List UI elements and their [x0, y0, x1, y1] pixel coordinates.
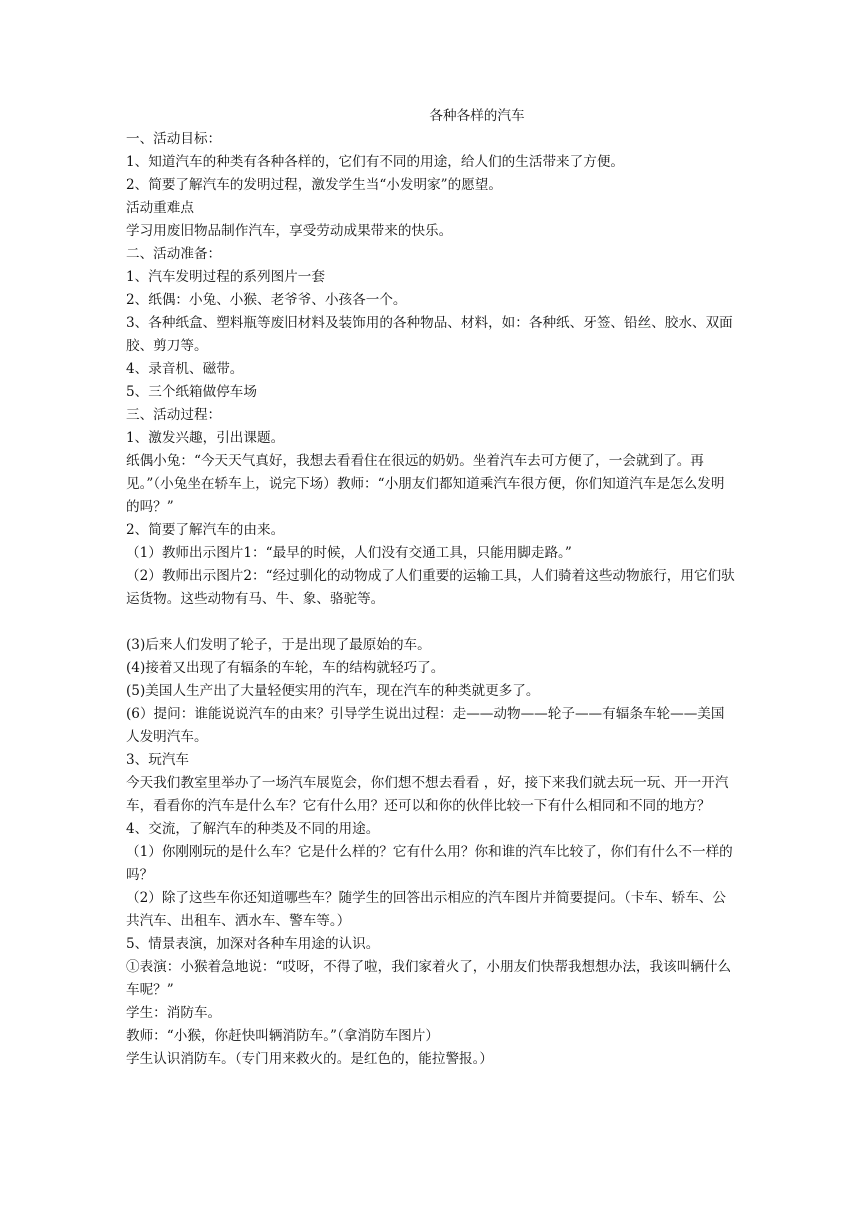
paragraph: 2、简要了解汽车的发明过程，激发学生当“小发明家”的愿望。 [126, 177, 502, 193]
document-title: 各种各样的汽车 [429, 108, 525, 124]
paragraph: 学习用废旧物品制作汽车，享受劳动成果带来的快乐。 [126, 223, 453, 239]
paragraph: 二、活动准备： [126, 246, 222, 262]
paragraph: 4、交流，了解汽车的种类及不同的用途。 [126, 821, 380, 837]
paragraph: 3、玩汽车 [126, 752, 190, 768]
paragraph: 2、简要了解汽车的由来。 [126, 522, 285, 538]
paragraph: 1、激发兴趣，引出课题。 [126, 430, 285, 446]
paragraph: （2）教师出示图片2：“经过驯化的动物成了人们重要的运输工具，人们骑着这些动物旅行，用它们驮运货物。这些动物有马、牛、象、骆驼等。 [126, 568, 735, 607]
document-page [126, 105, 736, 1071]
paragraph: 三、活动过程： [126, 407, 222, 423]
paragraph: 4、录音机、磁带。 [126, 361, 244, 377]
paragraph: (5)美国人生产出了大量轻便实用的汽车，现在汽车的种类就更多了。 [126, 683, 540, 699]
paragraph: 学生：消防车。 [126, 1005, 222, 1021]
paragraph: ①表演：小猴着急地说：“哎呀，不得了啦，我们家着火了，小朋友们快帮我想想办法，我该叫辆什么车呢？” [126, 959, 732, 998]
paragraph: 1、知道汽车的种类有各种各样的，它们有不同的用途，给人们的生活带来了方便。 [126, 154, 625, 170]
paragraph: (6）提问：谁能说说汽车的由来？引导学生说出过程：走——动物——轮子——有辐条车轮——美国人发明汽车。 [126, 706, 725, 745]
paragraph: 2、纸偶：小兔、小猴、老爷爷、小孩各一个。 [126, 292, 407, 308]
paragraph: 活动重难点 [126, 200, 194, 216]
blank-line [126, 611, 736, 634]
paragraph: （2）除了这些车你还知道哪些车？随学生的回答出示相应的汽车图片并简要提问。（卡车、轿车、公共汽车、出租车、洒水车、警车等。） [126, 890, 726, 929]
paragraph: (3)后来人们发明了轮子，于是出现了最原始的车。 [126, 637, 431, 653]
paragraph: 今天我们教室里举办了一场汽车展览会，你们想不想去看看 ，好，接下来我们就去玩一玩、开一开汽车，看看你的汽车是什么车？它有什么用？还可以和你的伙伴比较一下有什么相同和不同的地方？ [126, 775, 729, 814]
paragraph: 3、各种纸盒、塑料瓶等废旧材料及装饰用的各种物品、材料，如：各种纸、牙签、铅丝、胶水、双面胶、剪刀等。 [126, 315, 733, 354]
paragraph: 1、汽车发明过程的系列图片一套 [126, 269, 325, 285]
paragraph: 教师：“小猴，你赶快叫辆消防车。”（拿消防车图片） [126, 1028, 439, 1044]
paragraph: 学生认识消防车。（专门用来救火的。是红色的，能拉警报。） [126, 1051, 494, 1067]
paragraph: (4)接着又出现了有辐条的车轮，车的结构就轻巧了。 [126, 660, 445, 676]
paragraph: 5、情景表演，加深对各种车用途的认识。 [126, 936, 380, 952]
document-body [126, 128, 736, 1071]
paragraph: 纸偶小兔：“今天天气真好，我想去看看住在很远的奶奶。坐着汽车去可方便了，一会就到了。再见。”（小兔坐在轿车上，说完下场）教师：“小朋友们都知道乘汽车很方便，你们知道汽车是怎么发明的吗？” [126, 453, 725, 515]
paragraph: （1）你刚刚玩的是什么车？它是什么样的？它有什么用？你和谁的汽车比较了，你们有什么不一样的吗？ [126, 844, 733, 883]
paragraph: （1）教师出示图片1：“最早的时候，人们没有交通工具，只能用脚走路。” [126, 545, 572, 561]
paragraph: 5、三个纸箱做停车场 [126, 384, 257, 400]
paragraph: 一、活动目标： [126, 131, 222, 147]
